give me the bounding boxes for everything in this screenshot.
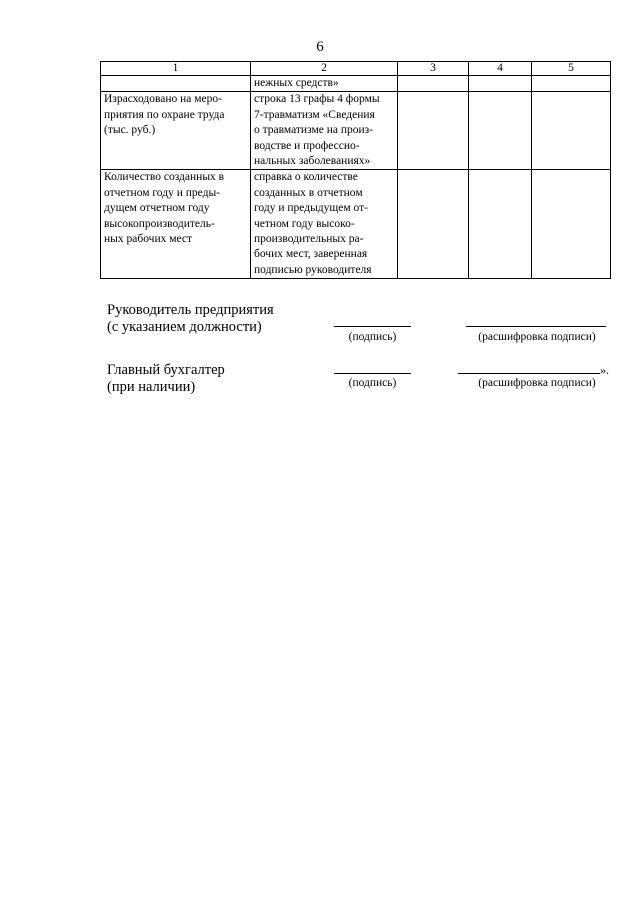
accountant-decoding-caption: (расшифровка подписи) (478, 377, 596, 389)
empty-cell (398, 170, 469, 279)
accountant-title: Главный бухгалтер (при наличии) (107, 362, 225, 395)
table-row (101, 76, 611, 92)
page-number: 6 (316, 39, 324, 55)
column-header-1: 1 (101, 62, 251, 76)
director-signature-caption: (подпись) (348, 331, 397, 343)
empty-cell (469, 76, 532, 92)
empty-cell (469, 92, 532, 170)
closing-quote-mark: ». (600, 363, 609, 377)
row-label-cell (101, 76, 251, 92)
row-source-cell: нежных средств» (251, 76, 398, 92)
director-decoding-caption: (расшифровка подписи) (478, 331, 596, 343)
row-label-cell: Количество созданных в отчетном году и преды- дущем отчетном году высокопроизводитель- ных рабочих мест (101, 170, 251, 279)
row-source-cell: справка о количестве созданных в отчетном году и предыдущем от- четном году высоко- производительных ра- бочих мест, заверенная подписью руководителя (251, 170, 398, 279)
empty-cell (532, 170, 611, 279)
empty-cell (398, 92, 469, 170)
column-header-4: 4 (469, 62, 532, 76)
table-row (101, 170, 611, 279)
empty-cell (398, 76, 469, 92)
empty-cell (532, 76, 611, 92)
accountant-decoding-line (458, 373, 600, 374)
column-header-5: 5 (532, 62, 611, 76)
table-header-row (101, 62, 611, 76)
column-header-3: 3 (398, 62, 469, 76)
director-signature-line (334, 326, 411, 327)
director-decoding-line (466, 326, 606, 327)
accountant-signature-caption: (подпись) (348, 377, 397, 389)
table-row (101, 92, 611, 170)
director-title: Руководитель предприятия (с указанием должности) (107, 302, 274, 335)
accountant-signature-line (334, 373, 411, 374)
row-label-cell: Израсходовано на меро- приятия по охране труда (тыс. руб.) (101, 92, 251, 170)
column-header-2: 2 (251, 62, 398, 76)
empty-cell (532, 92, 611, 170)
row-source-cell: строка 13 графы 4 формы 7-травматизм «Сведения о травматизме на произ- водстве и профессио- нальных заболеваниях» (251, 92, 398, 170)
empty-cell (469, 170, 532, 279)
report-table (100, 61, 611, 279)
